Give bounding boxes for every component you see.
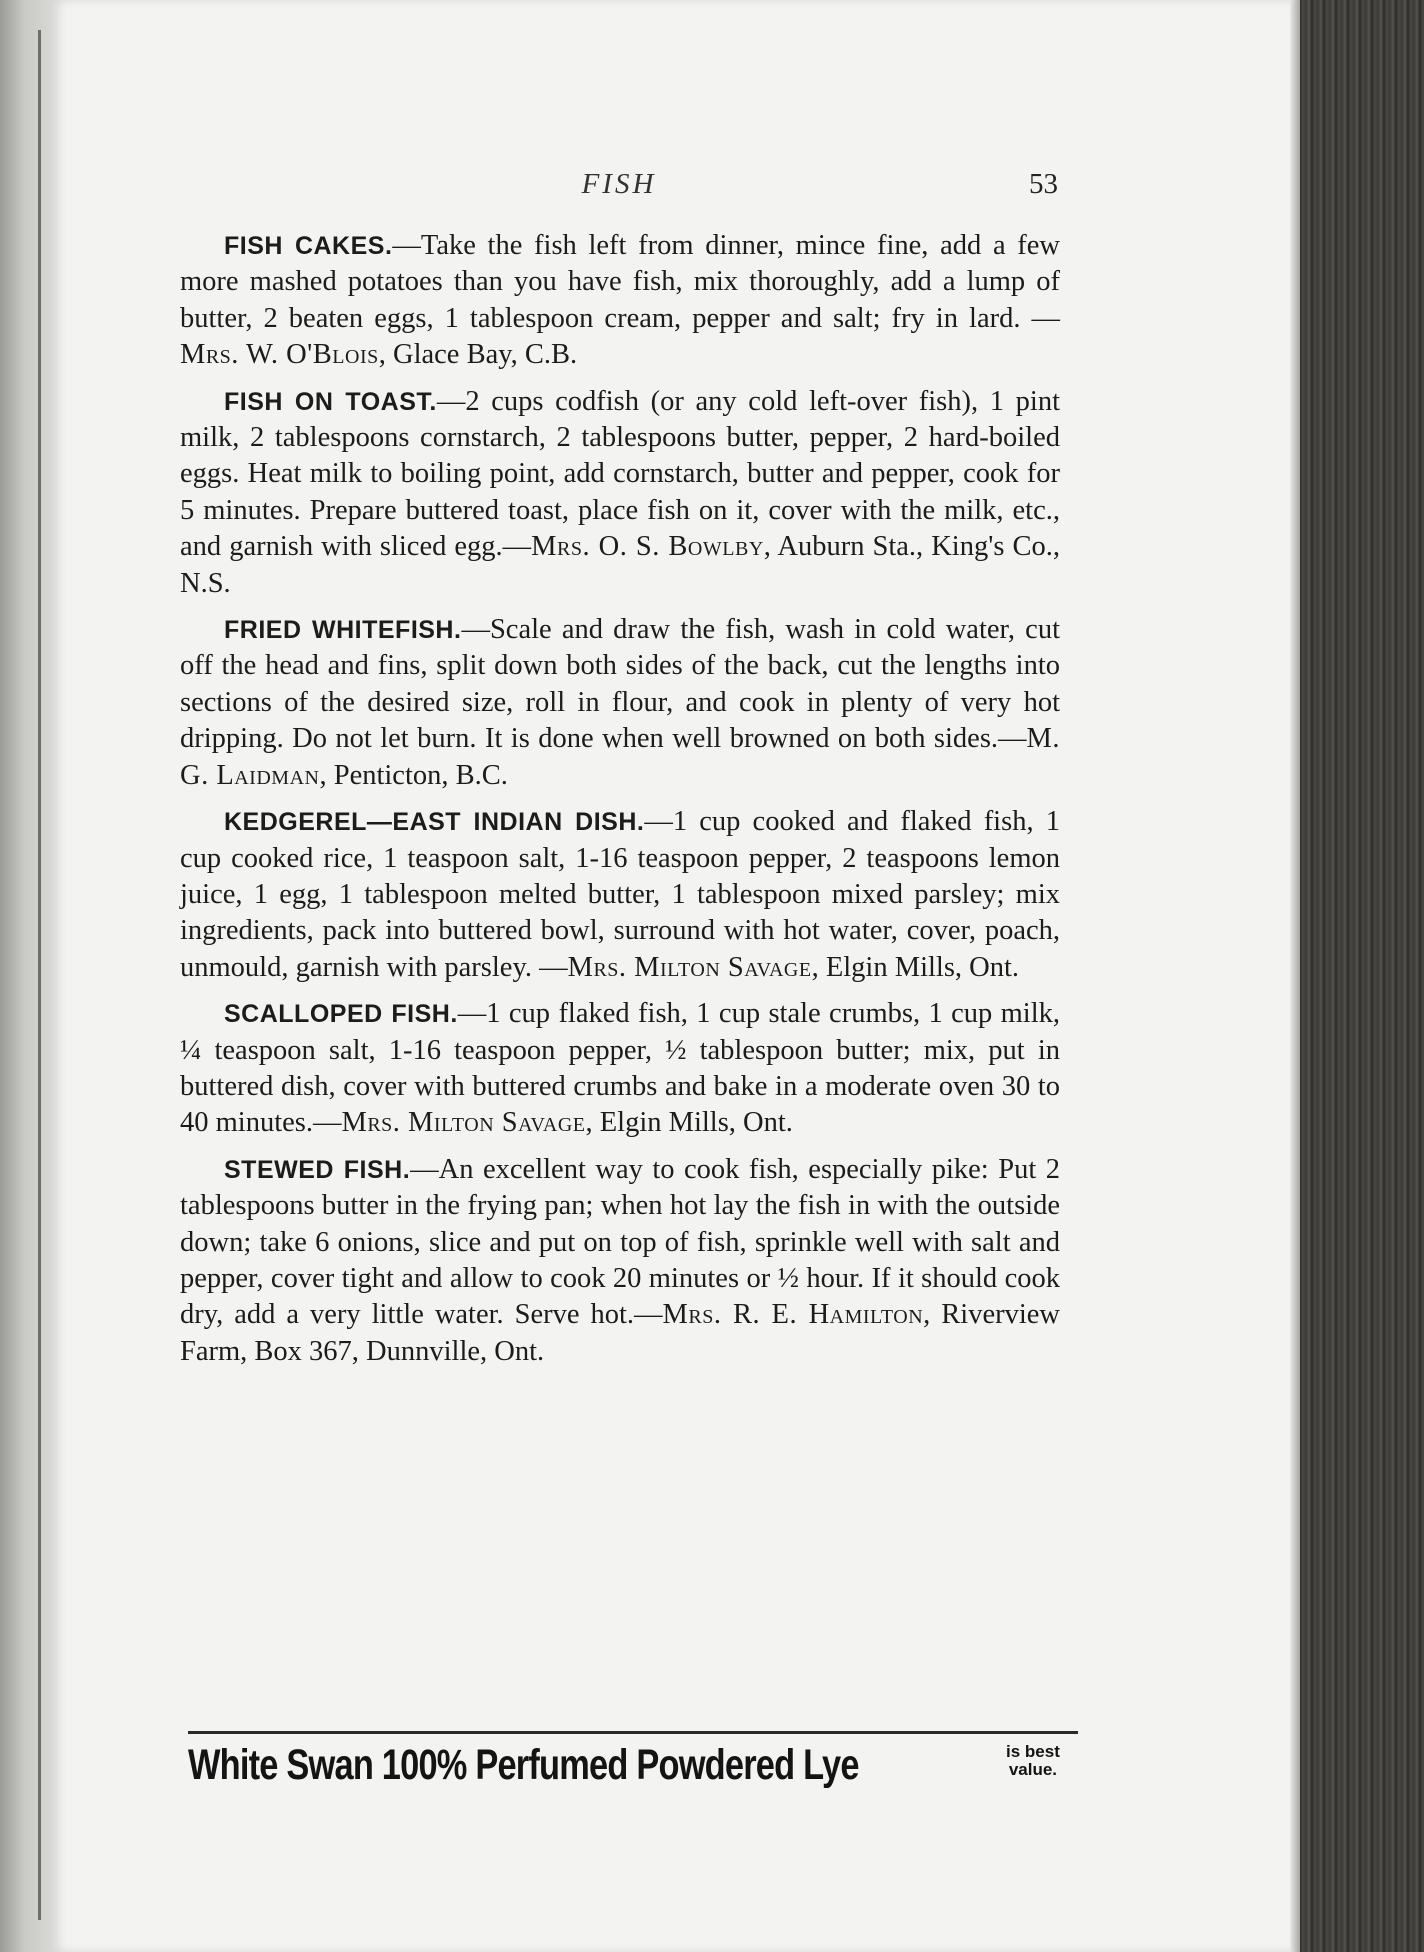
advertisement-rule [188, 1731, 1078, 1734]
recipe-place: , Riverview Farm, Box 367, Dunnville, Ont. [180, 1299, 1060, 1367]
recipe-text: —1 cup cooked and flaked fish, 1 cup cooked rice, 1 teaspoon salt, 1-16 teaspoon pepper, 2 teaspoons lemon juice, 1 egg, 1 tablespoon melted butter, 1 tablespoon mixed parsley; mix ingredients, pack into buttered bowl, surround with hot water, cover, poach, unmould, garnish with parsley. — [180, 806, 1060, 983]
running-head: FISH [581, 168, 657, 200]
recipe-place: , Elgin Mills, Ont. [811, 951, 1020, 983]
recipe-title: FISH ON TOAST. [224, 387, 437, 416]
recipe-place: , Penticton, B.C. [319, 759, 508, 791]
recipe-author: Mrs. Milton Savage [341, 1107, 586, 1139]
page-left-edge-line [38, 30, 41, 1920]
recipe-stewed-fish [180, 1152, 1060, 1370]
recipe-fish-on-toast [180, 384, 1060, 602]
recipe-title: STEWED FISH. [224, 1155, 411, 1184]
recipe-list [180, 228, 1060, 1380]
recipe-text: —1 cup flaked fish, 1 cup stale crumbs, 1 cup milk, ¼ teaspoon salt, 1-16 teaspoon pepper, ½ tablespoon butter; mix, put in buttered dish, cover with buttered crumbs and bake in a moderate oven 30 to 40 minutes.— [180, 998, 1061, 1139]
recipe-fish-cakes [180, 228, 1060, 374]
recipe-text: —An excellent way to cook fish, especially pike: Put 2 tablespoons butter in the frying pan; when hot lay the fish in with the outside down; take 6 onions, slice and put on top of fish, sprinkle well with salt and pepper, cover tight and allow to cook 20 minutes or ½ hour. If it should cook dry, add a very little water. Serve hot.— [180, 1153, 1060, 1331]
recipe-title: FRIED WHITEFISH. [224, 616, 462, 645]
advertisement-tagline-line1: is best [1006, 1742, 1060, 1761]
recipe-author: Mrs. R. E. Hamilton [662, 1299, 924, 1331]
recipe-author: Mrs. O. S. Bowlby [531, 531, 764, 563]
recipe-author: Mrs. Milton Savage [567, 951, 812, 983]
advertisement-tagline [1006, 1743, 1060, 1779]
page-header [180, 168, 1058, 208]
book-spine [1300, 0, 1424, 1952]
recipe-place: , Auburn Sta., King's Co., N.S. [180, 531, 1060, 599]
recipe-title: SCALLOPED FISH. [224, 1000, 458, 1029]
recipe-author: Mrs. W. O'Blois [180, 339, 379, 371]
recipe-title: KEDGEREL—EAST INDIAN DISH. [224, 808, 645, 837]
recipe-title: FISH CAKES. [224, 232, 393, 260]
recipe-place: , Elgin Mills, Ont. [585, 1107, 793, 1139]
recipe-scalloped-fish [180, 996, 1060, 1142]
page-number: 53 [1029, 168, 1058, 200]
recipe-fried-whitefish [180, 612, 1060, 794]
page-left-shadow [0, 0, 60, 1952]
recipe-place: , Glace Bay, C.B. [378, 339, 578, 371]
advertisement-tagline-line2: value. [1008, 1760, 1058, 1779]
recipe-author: M. G. Laidman [180, 723, 1060, 791]
recipe-text: —Take the fish left from dinner, mince fine, add a few more mashed potatoes than you have fish, mix thoroughly, add a lump of butter, 2 beaten eggs, 1 tablespoon cream, pepper and salt; fry in lard. — [180, 230, 1060, 334]
advertisement-text: White Swan 100% Perfumed Powdered Lye [188, 1741, 859, 1789]
recipe-kedgerel [180, 804, 1060, 986]
recipe-text: —Scale and draw the fish, wash in cold water, cut off the head and fins, split down both sides of the back, cut the lengths into sections of the desired size, roll in flour, and cook in plenty of very hot dripping. Do not let burn. It is done when well browned on both sides.— [180, 614, 1060, 755]
advertisement-banner [188, 1741, 1088, 1811]
recipe-text: —2 cups codfish (or any cold left-over fish), 1 pint milk, 2 tablespoons cornstarch, 2 tablespoons butter, pepper, 2 hard-boiled eggs. Heat milk to boiling point, add cornstarch, butter and pepper, cook for 5 minutes. Prepare buttered toast, place fish on it, cover with the milk, etc., and garnish with sliced egg.— [180, 385, 1060, 563]
